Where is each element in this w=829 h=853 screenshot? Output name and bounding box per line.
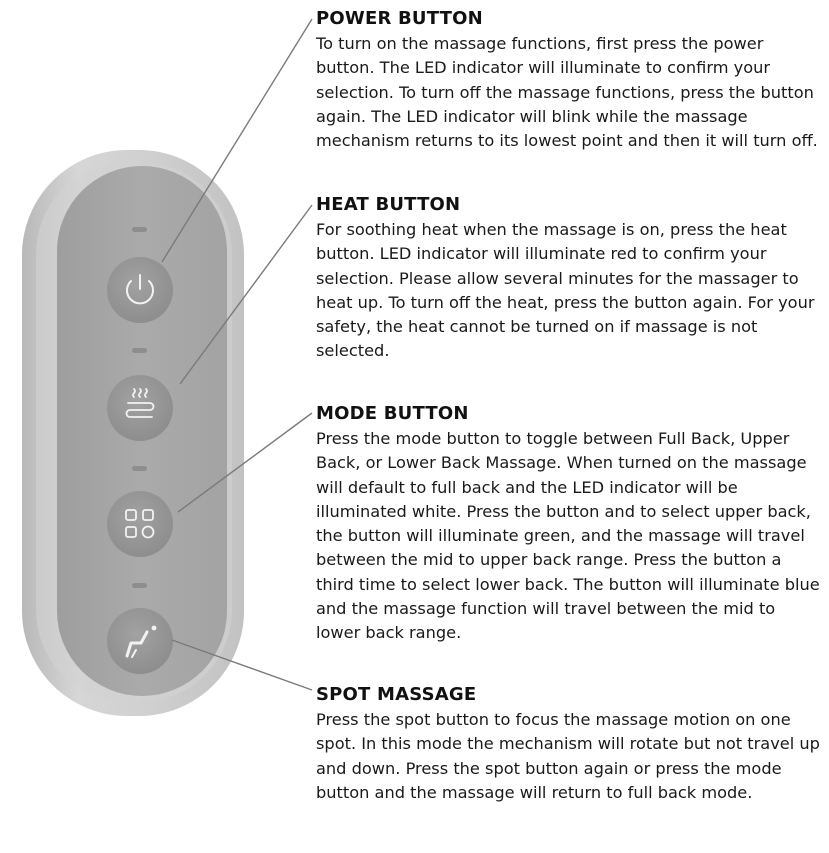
power-button-text: To turn on the massage functions, first press the power button. The LED indicator will illuminate to confirm your selection. To turn off the massage functions, press the button again. The LED indicator will blink while the massage mechanism returns to its lowest point and then it will turn off. xyxy=(316,34,818,151)
heat-button-title: HEAT BUTTON xyxy=(316,194,461,215)
heat-button-text: For soothing heat when the massage is on, press the heat button. LED indicator will illuminate red to confirm your selection. Please allow several minutes for the massager to heat up. To turn off the heat, press the button again. For your safety, the heat cannot be turned on if massage is not selected. xyxy=(316,220,815,361)
heat-button[interactable] xyxy=(107,375,173,441)
power-button-title: POWER BUTTON xyxy=(316,8,483,29)
mode-button-text: Press the mode button to toggle between Full Back, Upper Back, or Lower Back Massage. When turned on the massage will default to full back and the LED indicator will be illuminated white. Press the button and to select upper back, the button will illuminate green, and the massage will travel between the mid to upper back range. Press the button a third time to select lower back. The button will illuminate blue and the massage function will travel between the mid to lower back range. xyxy=(316,429,820,643)
mode-button-title: MODE BUTTON xyxy=(316,403,469,424)
power-button-description xyxy=(316,8,821,153)
spot-massage-description xyxy=(316,684,821,805)
spot-massage-text: Press the spot button to focus the massage motion on one spot. In this mode the mechanism will rotate but not travel up and down. Press the spot button again or press the mode button and the massage will return to full back mode. xyxy=(316,710,820,802)
heat-button-description xyxy=(316,194,821,364)
led-indicator xyxy=(132,583,147,588)
spot-massage-title: SPOT MASSAGE xyxy=(316,684,477,705)
mode-button[interactable] xyxy=(107,491,173,557)
power-button[interactable] xyxy=(107,257,173,323)
spot-massage-button[interactable] xyxy=(107,608,173,674)
mode-button-description xyxy=(316,403,821,646)
led-indicator xyxy=(132,348,147,353)
led-indicator xyxy=(132,466,147,471)
led-indicator xyxy=(132,227,147,232)
